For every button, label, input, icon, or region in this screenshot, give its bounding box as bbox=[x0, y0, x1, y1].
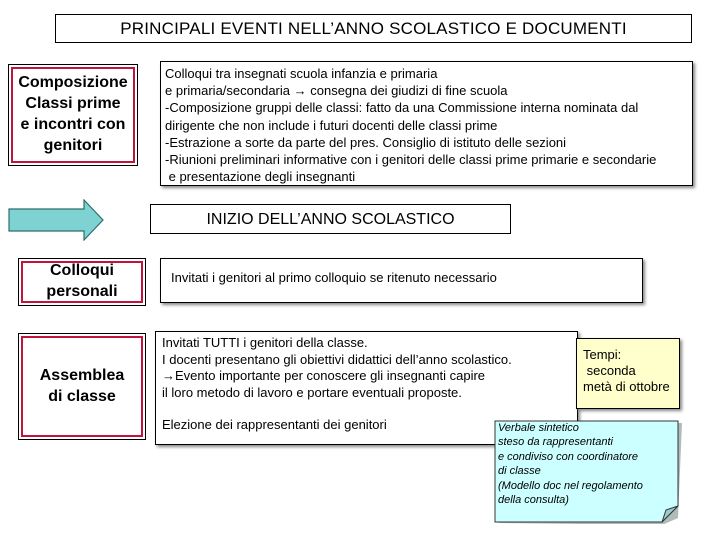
elezione-rappresentanti: Elezione dei rappresentanti dei genitori bbox=[162, 417, 387, 432]
assemblea-label-box bbox=[18, 333, 146, 440]
tempi-line: seconda bbox=[583, 363, 636, 378]
colloqui-label-box bbox=[18, 258, 146, 306]
description-line: -Estrazione a sorte da parte del pres. Consiglio di istituto delle sezioni bbox=[165, 134, 567, 150]
tempi-callout bbox=[576, 338, 680, 409]
tempi-line: Tempi: bbox=[583, 347, 622, 362]
verbale-line: (Modello doc nel regolamento bbox=[498, 479, 643, 492]
assemblea-label-line: Assemblea bbox=[39, 366, 125, 384]
colloqui-description: Invitati i genitori al primo colloquio se ritenuto necessario bbox=[160, 258, 643, 303]
description-line: -Composizione gruppi delle classi: fatto da una Commissione interna nominata dal bbox=[165, 100, 639, 116]
description-line: e presentazione degli insegnanti bbox=[165, 169, 356, 185]
verbale-line: Verbale sintetico bbox=[498, 422, 579, 434]
composizione-label-box bbox=[8, 64, 138, 166]
description-line: e primaria/secondaria → consegna dei giudizi di fine scuola bbox=[165, 83, 508, 99]
composizione-label-line: Composizione bbox=[18, 74, 128, 92]
verbale-line: della consulta) bbox=[498, 494, 569, 507]
description-line: Colloqui tra insegnati scuola infanzia e primaria bbox=[165, 66, 438, 81]
description-line: →Evento importante per conoscere gli insegnanti capire bbox=[162, 368, 486, 383]
assemblea-label-line: di classe bbox=[48, 387, 116, 405]
description-line: Invitati TUTTI i genitori della classe. bbox=[162, 335, 368, 350]
composizione-label-line: e incontri con bbox=[20, 116, 126, 133]
verbale-line: di classe bbox=[498, 465, 541, 478]
tempi-line: metà di ottobre bbox=[583, 379, 670, 394]
colloqui-label-line: Colloqui bbox=[50, 262, 114, 280]
composizione-description bbox=[160, 61, 693, 186]
description-line: dirigente che non include i futuri docenti delle classi prime bbox=[165, 117, 498, 133]
inizio-anno-banner: INIZIO DELL’ANNO SCOLASTICO bbox=[150, 204, 511, 234]
verbale-line: e condiviso con coordinatore bbox=[498, 450, 639, 463]
right-arrow-icon bbox=[8, 199, 104, 241]
composizione-label-line: Classi prime bbox=[25, 95, 121, 113]
verbale-note bbox=[498, 421, 678, 507]
description-line: il loro metodo di lavoro e portare eventuali proposte. bbox=[162, 384, 462, 400]
page-title: PRINCIPALI EVENTI NELL’ANNO SCOLASTICO E DOCUMENTI bbox=[55, 14, 692, 43]
verbale-line: steso da rappresentanti bbox=[498, 436, 613, 449]
colloqui-label-line: personali bbox=[46, 283, 118, 300]
composizione-label-line: genitori bbox=[43, 136, 103, 154]
description-line: -Riunioni preliminari informative con i genitori delle classi prime primarie e secondarie bbox=[165, 152, 657, 168]
description-line: I docenti presentano gli obiettivi didattici dell’anno scolastico. bbox=[162, 351, 512, 367]
